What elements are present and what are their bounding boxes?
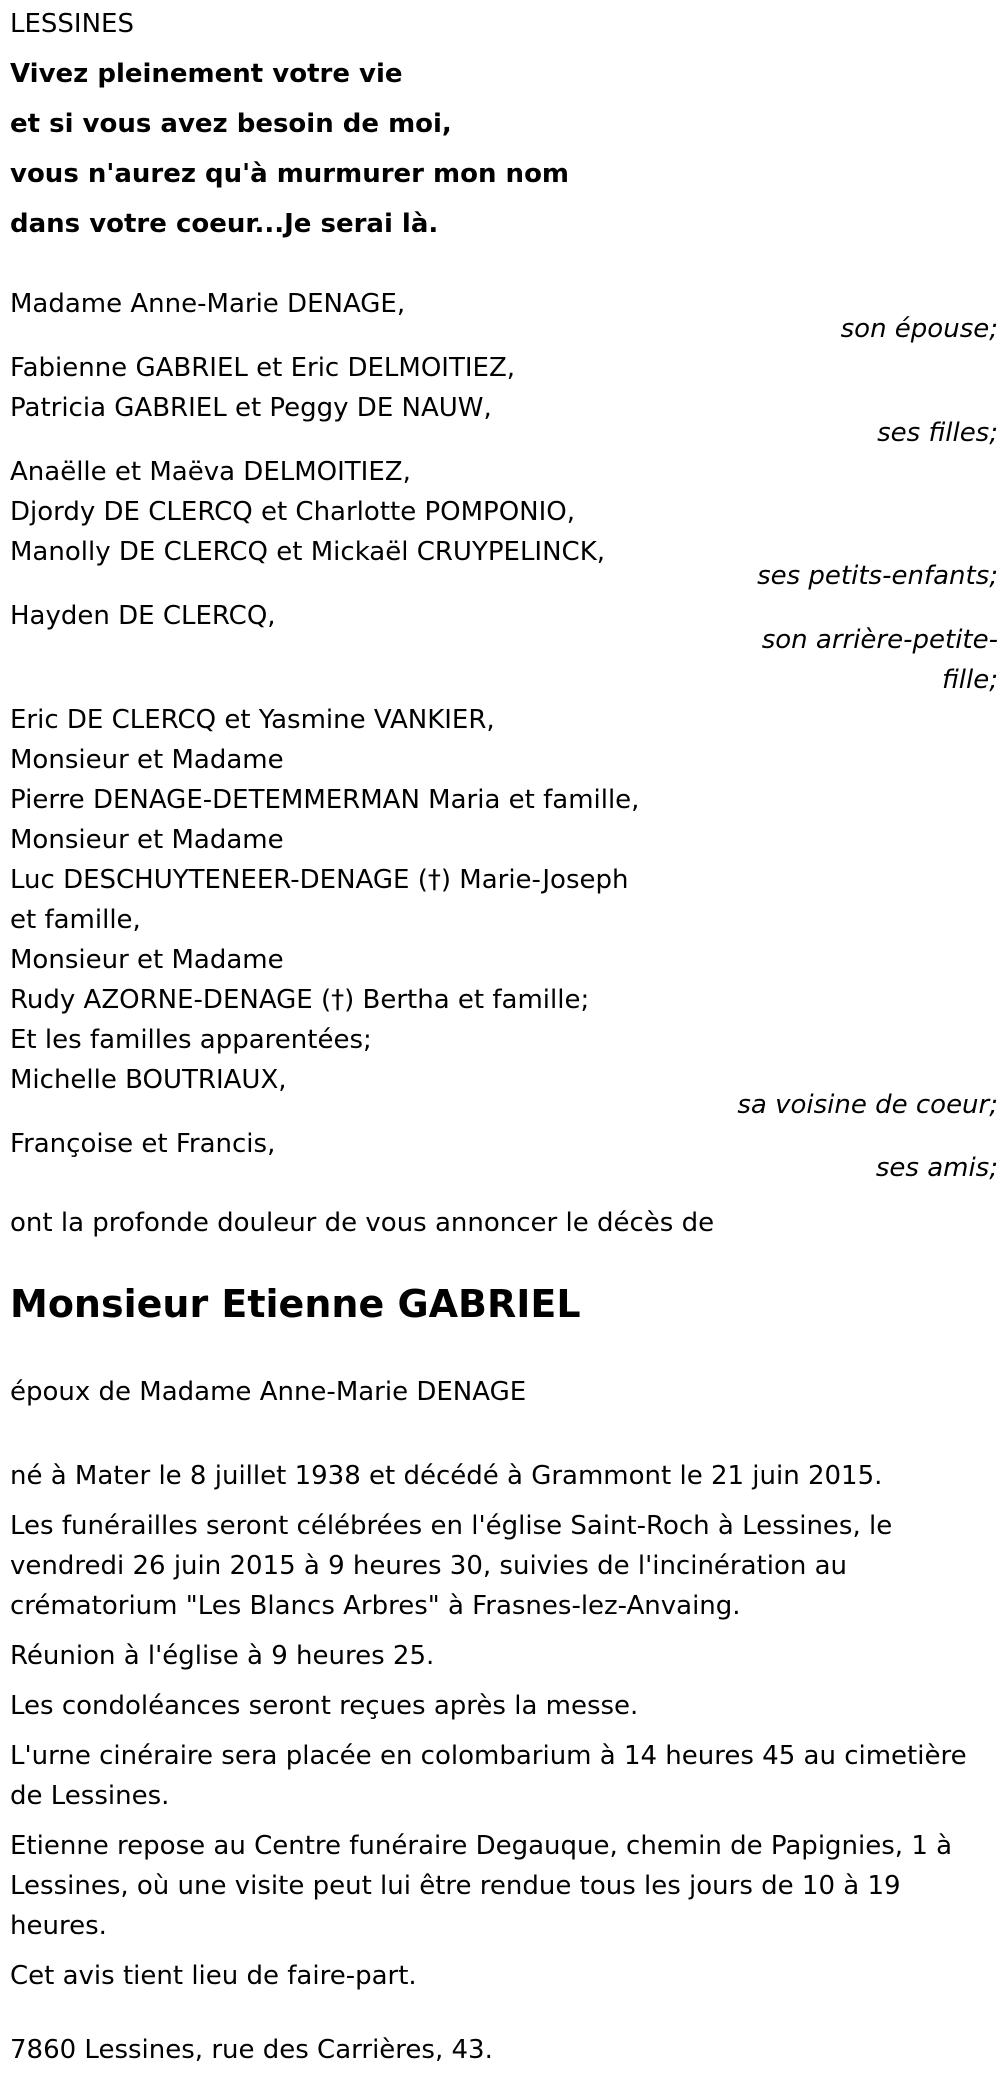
great-grandchild-role-line-2: fille; [942,665,998,695]
spouse-role: son épouse; [840,314,998,344]
family-address: 7860 Lessines, rue des Carrières, 43. [10,2035,493,2065]
notice-note: Cet avis tient lieu de faire-part. [10,1961,417,1991]
daughters-role: ses filles; [877,418,998,448]
relative-line-10: Michelle BOUTRIAUX, [10,1065,287,1095]
grandchild-line-1: Anaëlle et Maëva DELMOITIEZ, [10,457,411,487]
relative-line-3: Pierre DENAGE-DETEMMERMAN Maria et famille, [10,785,640,815]
daughter-line-1: Fabienne GABRIEL et Eric DELMOITIEZ, [10,353,516,383]
grandchild-line-2: Djordy DE CLERCQ et Charlotte POMPONIO, [10,497,576,527]
birth-death-info: né à Mater le 8 juillet 1938 et décédé à Grammont le 21 juin 2015. [10,1461,883,1491]
poem-line-4: dans votre coeur...Je serai là. [10,209,439,239]
relative-line-7: Monsieur et Madame [10,945,284,975]
poem-line-2: et si vous avez besoin de moi, [10,109,452,139]
poem-line-1: Vivez pleinement votre vie [10,59,403,89]
deceased-name: Monsieur Etienne GABRIEL [10,1282,581,1326]
relative-line-1: Eric DE CLERCQ et Yasmine VANKIER, [10,705,495,735]
relative-line-9: Et les familles apparentées; [10,1025,372,1055]
funeral-info: Les funérailles seront célébrées en l'église Saint-Roch à Lessines, le vendredi 26 juin 2015 à 9 heures 30, suivies de l'incinération au crématorium "Les Blancs Arbres" à Frasnes-lez-Anvaing. [10,1511,893,1621]
poem-line-3: vous n'aurez qu'à murmurer mon nom [10,159,570,189]
great-grandchild-role-line-1: son arrière-petite- [761,625,998,655]
relative-line-6: et famille, [10,905,141,935]
relative-line-4: Monsieur et Madame [10,825,284,855]
grandchild-line-3: Manolly DE CLERCQ et Mickaël CRUYPELINCK, [10,537,606,567]
neighbor-role: sa voisine de coeur; [737,1090,998,1120]
daughter-line-2: Patricia GABRIEL et Peggy DE NAUW, [10,393,492,423]
relative-line-5: Luc DESCHUYTENEER-DENAGE (†) Marie-Joseph [10,865,629,895]
grandchildren-role: ses petits-enfants; [757,561,998,591]
deceased-spouse-of: époux de Madame Anne-Marie DENAGE [10,1377,527,1407]
church-meeting-info: Réunion à l'église à 9 heures 25. [10,1641,435,1671]
friends-name: Françoise et Francis, [10,1129,276,1159]
relative-line-2: Monsieur et Madame [10,745,284,775]
spouse-name: Madame Anne-Marie DENAGE, [10,289,406,319]
condolences-info: Les condoléances seront reçues après la messe. [10,1691,639,1721]
friends-role: ses amis; [875,1153,998,1183]
relative-line-8: Rudy AZORNE-DENAGE (†) Bertha et famille; [10,985,590,1015]
visitation-info: Etienne repose au Centre funéraire Degauque, chemin de Papignies, 1 à Lessines, où une visite peut lui être rendue tous les jours de 10 à 19 heures. [10,1831,953,1941]
urn-info: L'urne cinéraire sera placée en colombarium à 14 heures 45 au cimetière de Lessines. [10,1741,967,1811]
great-grandchild-name: Hayden DE CLERCQ, [10,601,276,631]
city-heading: LESSINES [10,9,134,39]
announcement-text: ont la profonde douleur de vous annoncer le décès de [10,1208,715,1238]
